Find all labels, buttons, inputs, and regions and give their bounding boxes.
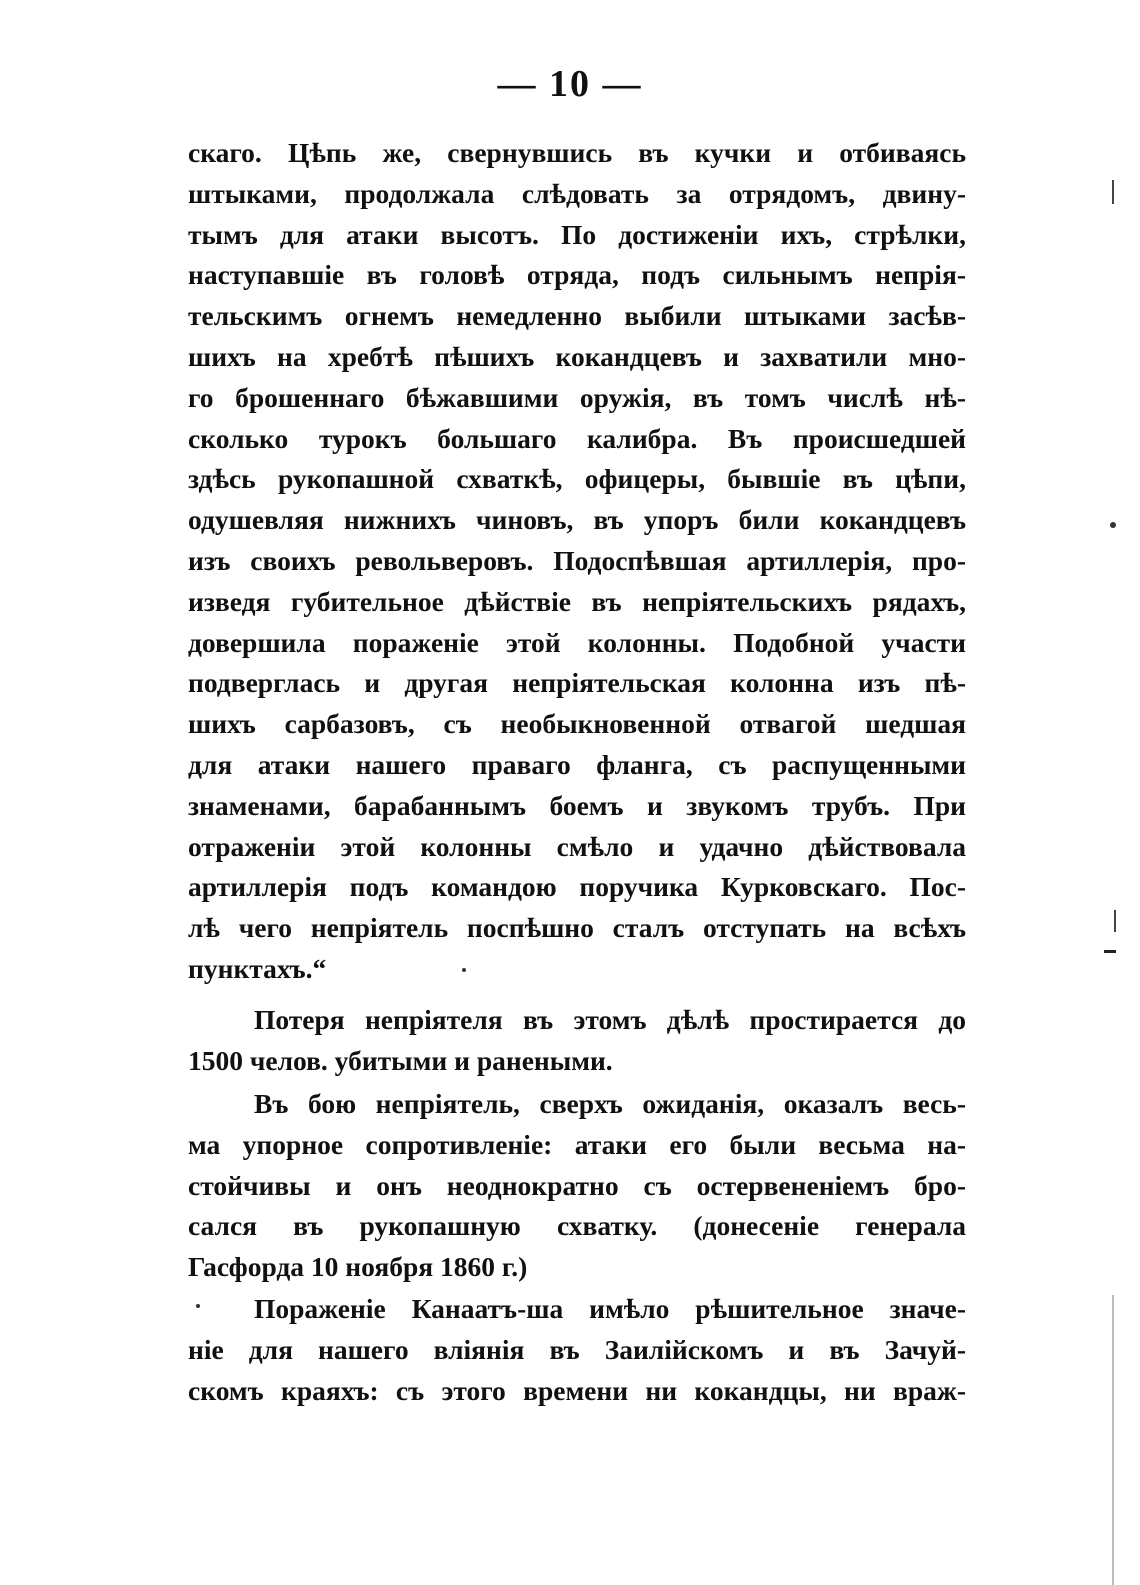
text-line: довершила пораженіе этой колонны. Подобной участи <box>188 626 966 658</box>
text-line: Потеря непріятеля въ этомъ дѣлѣ простирается до <box>254 1004 966 1035</box>
text-line: здѣсь рукопашной схваткѣ, офицеры, бывшіе въ цѣпи, <box>188 463 966 495</box>
text-line: сколько турокъ большаго калибра. Въ происшедшей <box>188 422 966 454</box>
text-line: штыками, продолжала слѣдовать за отрядомъ, двину- <box>188 177 966 209</box>
text-line: Пораженіе Канаатъ-ша имѣло рѣшительное значе- <box>254 1293 966 1324</box>
text-line: ма упорное сопротивленіе: атаки его были весьма на- <box>188 1128 966 1160</box>
text-line: для атаки нашего праваго фланга, съ распущенными <box>188 748 966 780</box>
text-line: скаго. Цѣпь же, свернувшись въ кучки и отбиваясь <box>188 137 966 168</box>
text-line: пунктахъ.“ <box>188 952 327 984</box>
text-line: отраженіи этой колонны смѣло и удачно дѣйствовала <box>188 830 966 862</box>
scan-mark <box>462 968 466 972</box>
text-line: изъ своихъ револьверовъ. Подоспѣвшая артиллерія, про- <box>188 544 966 576</box>
paragraph-enemy-resistance <box>188 1084 966 1288</box>
scan-mark <box>1112 180 1114 204</box>
text-line: го брошеннаго бѣжавшими оружія, въ томъ числѣ нѣ- <box>188 381 966 413</box>
text-line: тельскимъ огнемъ немедленно выбили штыками засѣв- <box>188 300 966 332</box>
text-line: сался въ рукопашную схватку. (донесеніе генерала <box>188 1210 966 1242</box>
paragraph-quote-continuation <box>188 133 966 990</box>
text-line: шихъ сарбазовъ, съ необыкновенной отвагой шедшая <box>188 708 966 740</box>
paragraph-enemy-losses <box>188 1000 966 1082</box>
scan-mark <box>1112 1295 1114 1585</box>
text-line: шихъ на хребтѣ пѣшихъ кокандцевъ и захватили мно- <box>188 340 966 372</box>
text-line: одушевляя нижнихъ чиновъ, въ упоръ били кокандцевъ <box>188 504 966 536</box>
text-line: наступавшіе въ головѣ отряда, подъ сильнымъ непрія- <box>188 259 966 291</box>
scan-mark <box>1114 910 1116 932</box>
text-line: ніе для нашего вліянія въ Заилійскомъ и въ Зачуй- <box>188 1333 966 1365</box>
text-line: знаменами, барабаннымъ боемъ и звукомъ трубъ. При <box>188 789 966 821</box>
text-line: тымъ для атаки высотъ. По достиженіи ихъ, стрѣлки, <box>188 218 966 250</box>
text-line: стойчивы и онъ неоднократно съ остервененіемъ бро- <box>188 1169 966 1201</box>
paragraph-defeat-significance <box>188 1289 966 1411</box>
text-line: подверглась и другая непріятельская колонна изъ пѣ- <box>188 667 966 699</box>
text-line: изведя губительное дѣйствіе въ непріятельскихъ рядахъ, <box>188 585 966 617</box>
text-line: артиллерія подъ командою поручика Курковскаго. Пос- <box>188 871 966 903</box>
text-line: скомъ краяхъ: съ этого времени ни кокандцы, ни враж- <box>188 1374 966 1406</box>
scan-mark <box>1104 950 1116 953</box>
scan-mark <box>1110 522 1116 528</box>
text-line: 1500 челов. убитыми и ранеными. <box>188 1044 613 1076</box>
page-number: — 10 — <box>497 63 643 105</box>
text-line: Въ бою непріятель, сверхъ ожиданія, оказалъ весь- <box>254 1088 966 1119</box>
text-line: лѣ чего непріятель поспѣшно сталъ отступать на всѣхъ <box>188 912 966 944</box>
scan-mark <box>196 1304 200 1308</box>
text-line: Гасфорда 10 ноября 1860 г.) <box>188 1251 528 1283</box>
